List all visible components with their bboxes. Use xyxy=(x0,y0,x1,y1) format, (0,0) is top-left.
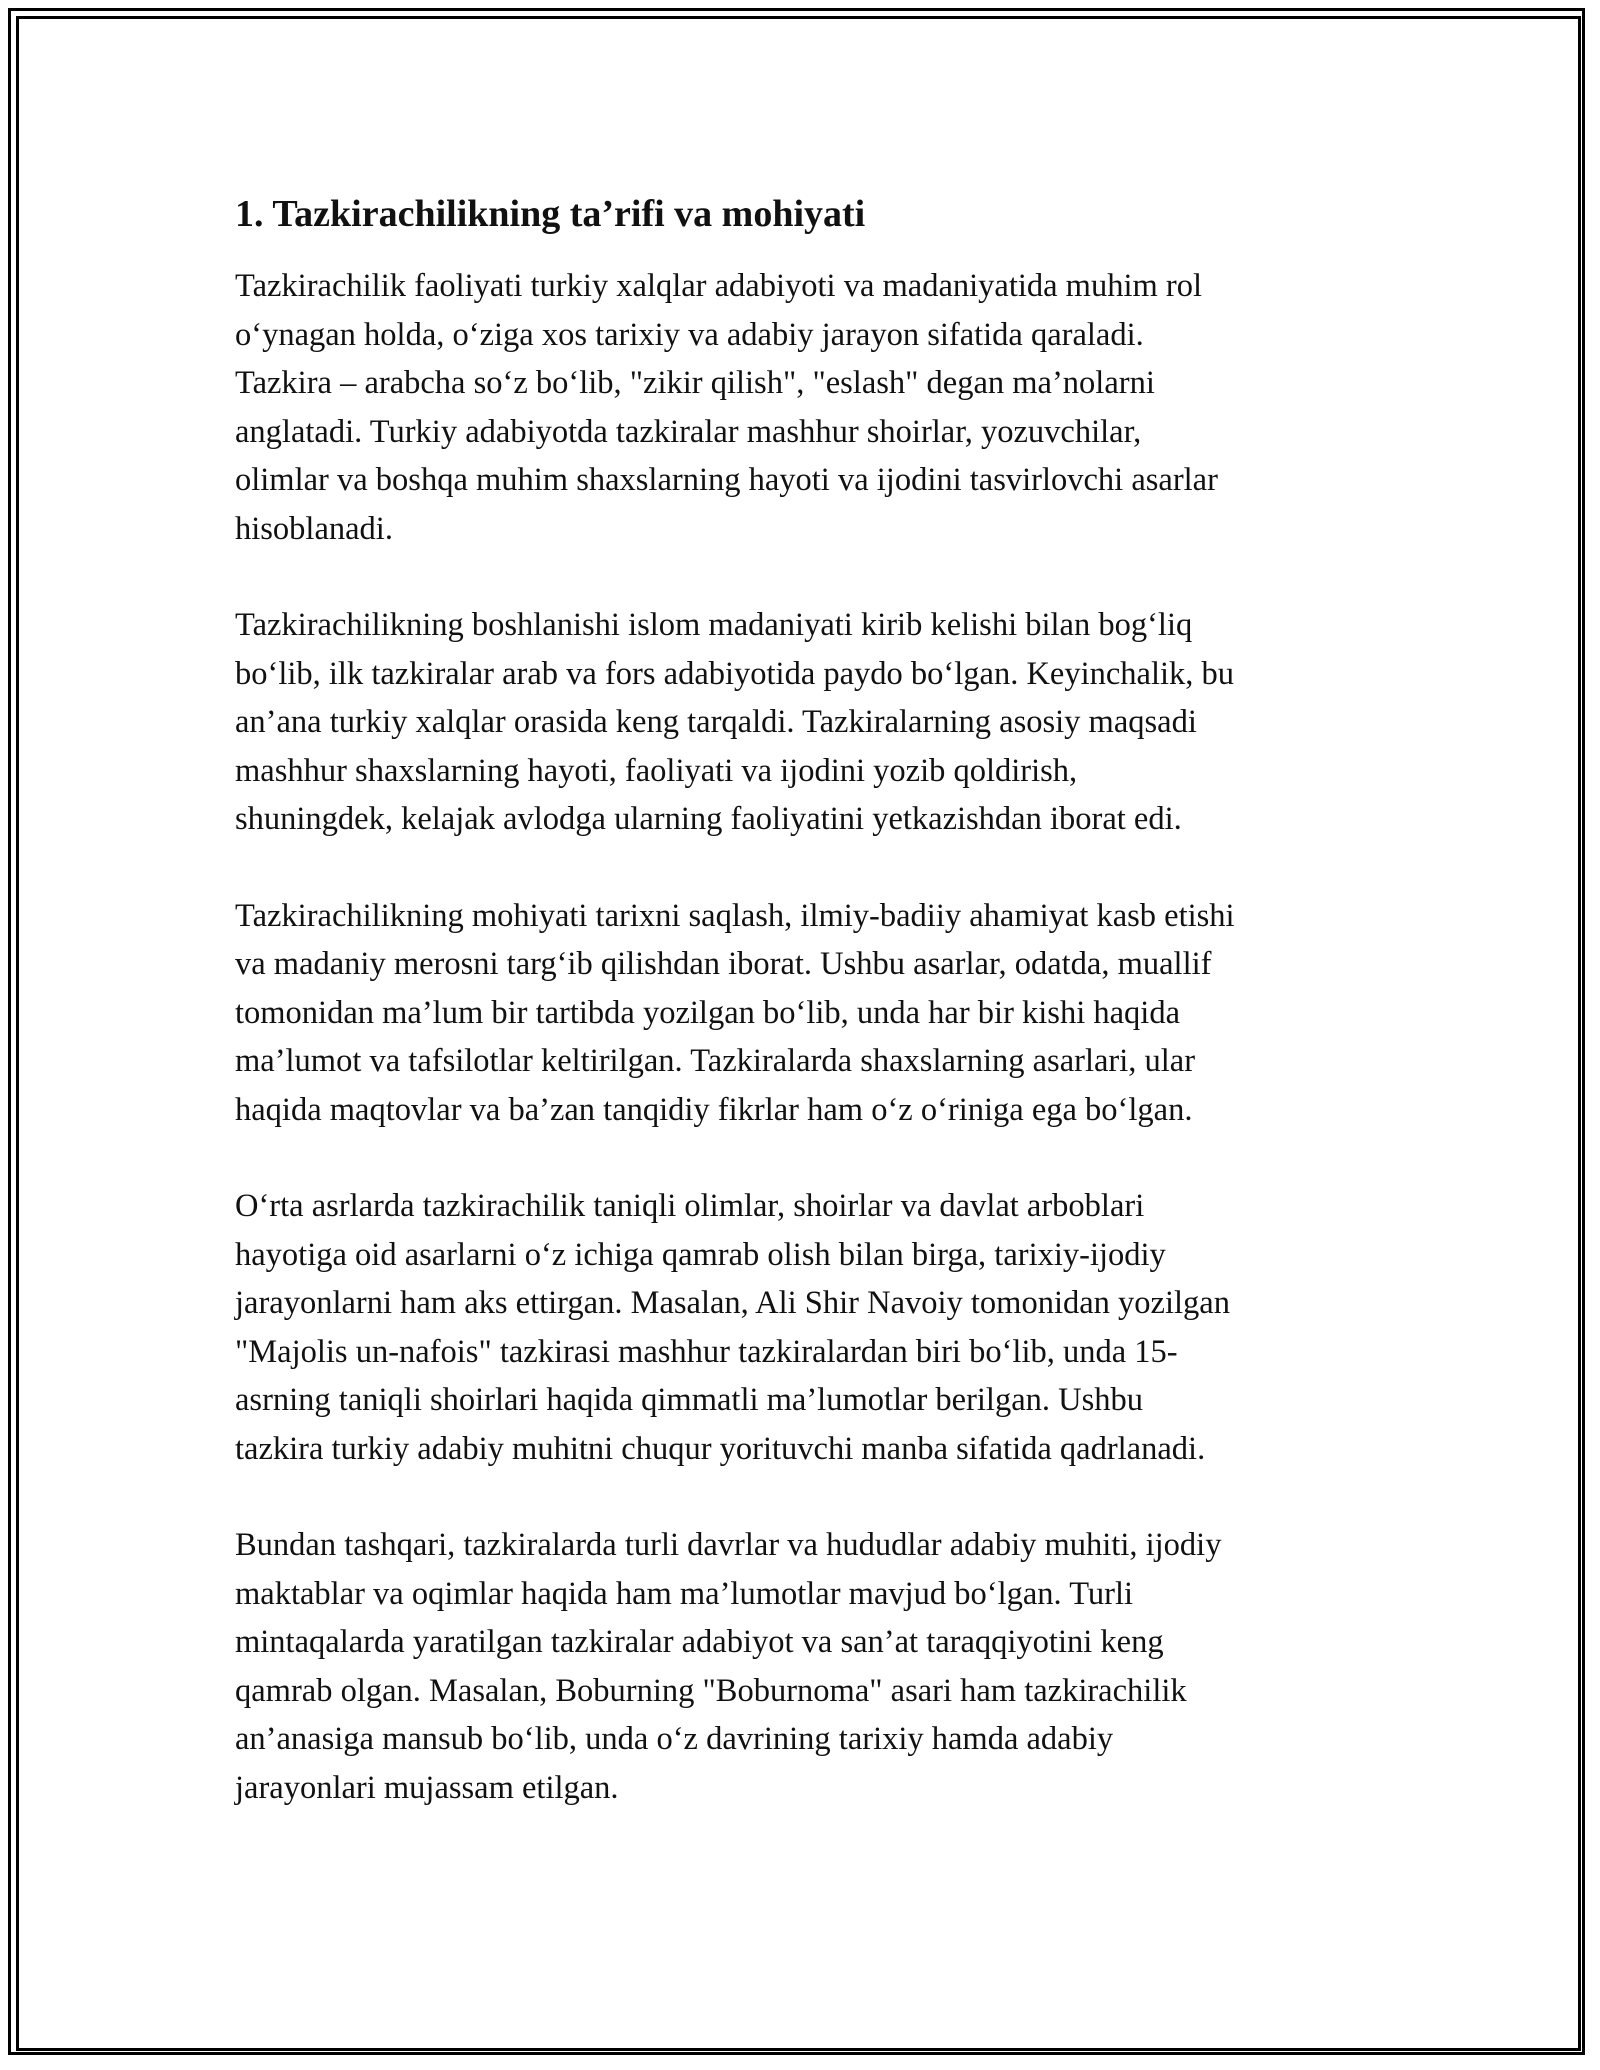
paragraph-line: va madaniy merosni targ‘ib qilishdan iborat. Ushbu asarlar, odatda, muallif xyxy=(235,946,1212,982)
paragraph-line: hayotiga oid asarlarni o‘z ichiga qamrab olish bilan birga, tarixiy-ijodiy xyxy=(235,1236,1166,1273)
paragraph-line: maktablar va oqimlar haqida ham ma’lumotlar mavjud bo‘lgan. Turli xyxy=(235,1575,1134,1612)
paragraph-line: haqida maqtovlar va ba’zan tanqidiy fikrlar ham o‘z o‘riniga ega bo‘lgan. xyxy=(235,1091,1193,1128)
paragraph-line: O‘rta asrlarda tazkirachilik taniqli olimlar, shoirlar va davlat arboblari xyxy=(235,1188,1145,1224)
paragraph-line: shuningdek, kelajak avlodga ularning faoliyatini yetkazishdan iborat edi. xyxy=(235,801,1182,837)
paragraph-4 xyxy=(235,1182,1375,1473)
paragraph-3 xyxy=(235,892,1375,1135)
paragraph-line: hisoblanadi. xyxy=(235,510,393,547)
paragraph-line: tomonidan ma’lum bir tartibda yozilgan bo‘lib, unda har bir kishi haqida xyxy=(235,994,1180,1031)
paragraph-line: an’ana turkiy xalqlar orasida keng tarqaldi. Tazkiralarning asosiy maqsadi xyxy=(235,704,1197,740)
paragraph-line: jarayonlarni ham aks ettirgan. Masalan, Ali Shir Navoiy tomonidan yozilgan xyxy=(235,1285,1230,1321)
paragraph-line: olimlar va boshqa muhim shaxslarning hayoti va ijodini tasvirlovchi asarlar xyxy=(235,462,1218,498)
paragraph-5 xyxy=(235,1521,1375,1812)
paragraph-line: Tazkirachilikning boshlanishi islom madaniyati kirib kelishi bilan bog‘liq xyxy=(235,607,1193,643)
paragraph-line: Tazkira – arabcha so‘z bo‘lib, "zikir qilish", "eslash" degan ma’nolarni xyxy=(235,365,1155,401)
paragraph-line: tazkira turkiy adabiy muhitni chuqur yorituvchi manba sifatida qadrlanadi. xyxy=(235,1430,1206,1467)
paragraph-line: o‘ynagan holda, o‘ziga xos tarixiy va adabiy jarayon sifatida qaraladi. xyxy=(235,316,1144,353)
paragraph-line: bo‘lib, ilk tazkiralar arab va fors adabiyotida paydo bo‘lgan. Keyinchalik, bu xyxy=(235,655,1235,692)
paragraph-line: asrning taniqli shoirlari haqida qimmatli ma’lumotlar berilgan. Ushbu xyxy=(235,1382,1144,1418)
paragraph-line: an’anasiga mansub bo‘lib, unda o‘z davrining tarixiy hamda adabiy xyxy=(235,1721,1114,1757)
paragraph-line: jarayonlari mujassam etilgan. xyxy=(235,1769,619,1806)
paragraph-1 xyxy=(235,262,1375,553)
paragraph-line: mintaqalarda yaratilgan tazkiralar adabiyot va san’at taraqqiyotini keng xyxy=(235,1624,1164,1660)
paragraph-2 xyxy=(235,601,1375,844)
paragraph-line: anglatadi. Turkiy adabiyotda tazkiralar mashhur shoirlar, yozuvchilar, xyxy=(235,413,1142,450)
paragraph-line: ma’lumot va tafsilotlar keltirilgan. Tazkiralarda shaxslarning asarlari, ular xyxy=(235,1043,1196,1079)
paragraphs-container xyxy=(235,262,1375,1812)
paragraph-line: qamrab olgan. Masalan, Boburning "Boburnoma" asari ham tazkirachilik xyxy=(235,1672,1187,1709)
paragraph-line: Tazkirachilik faoliyati turkiy xalqlar adabiyoti va madaniyatida muhim rol xyxy=(235,268,1203,304)
paragraph-line: Bundan tashqari, tazkiralarda turli davrlar va hududlar adabiy muhiti, ijodiy xyxy=(235,1527,1222,1563)
paragraph-line: Tazkirachilikning mohiyati tarixni saqlash, ilmiy-badiiy ahamiyat kasb etishi xyxy=(235,897,1235,934)
paragraph-line: "Majolis un-nafois" tazkirasi mashhur tazkiralardan biri bo‘lib, unda 15- xyxy=(235,1333,1178,1370)
document-body xyxy=(235,188,1375,1860)
section-title: 1. Tazkirachilikning ta’rifi va mohiyati xyxy=(235,193,866,235)
paragraph-line: mashhur shaxslarning hayoti, faoliyati va ijodini yozib qoldirish, xyxy=(235,752,1078,789)
